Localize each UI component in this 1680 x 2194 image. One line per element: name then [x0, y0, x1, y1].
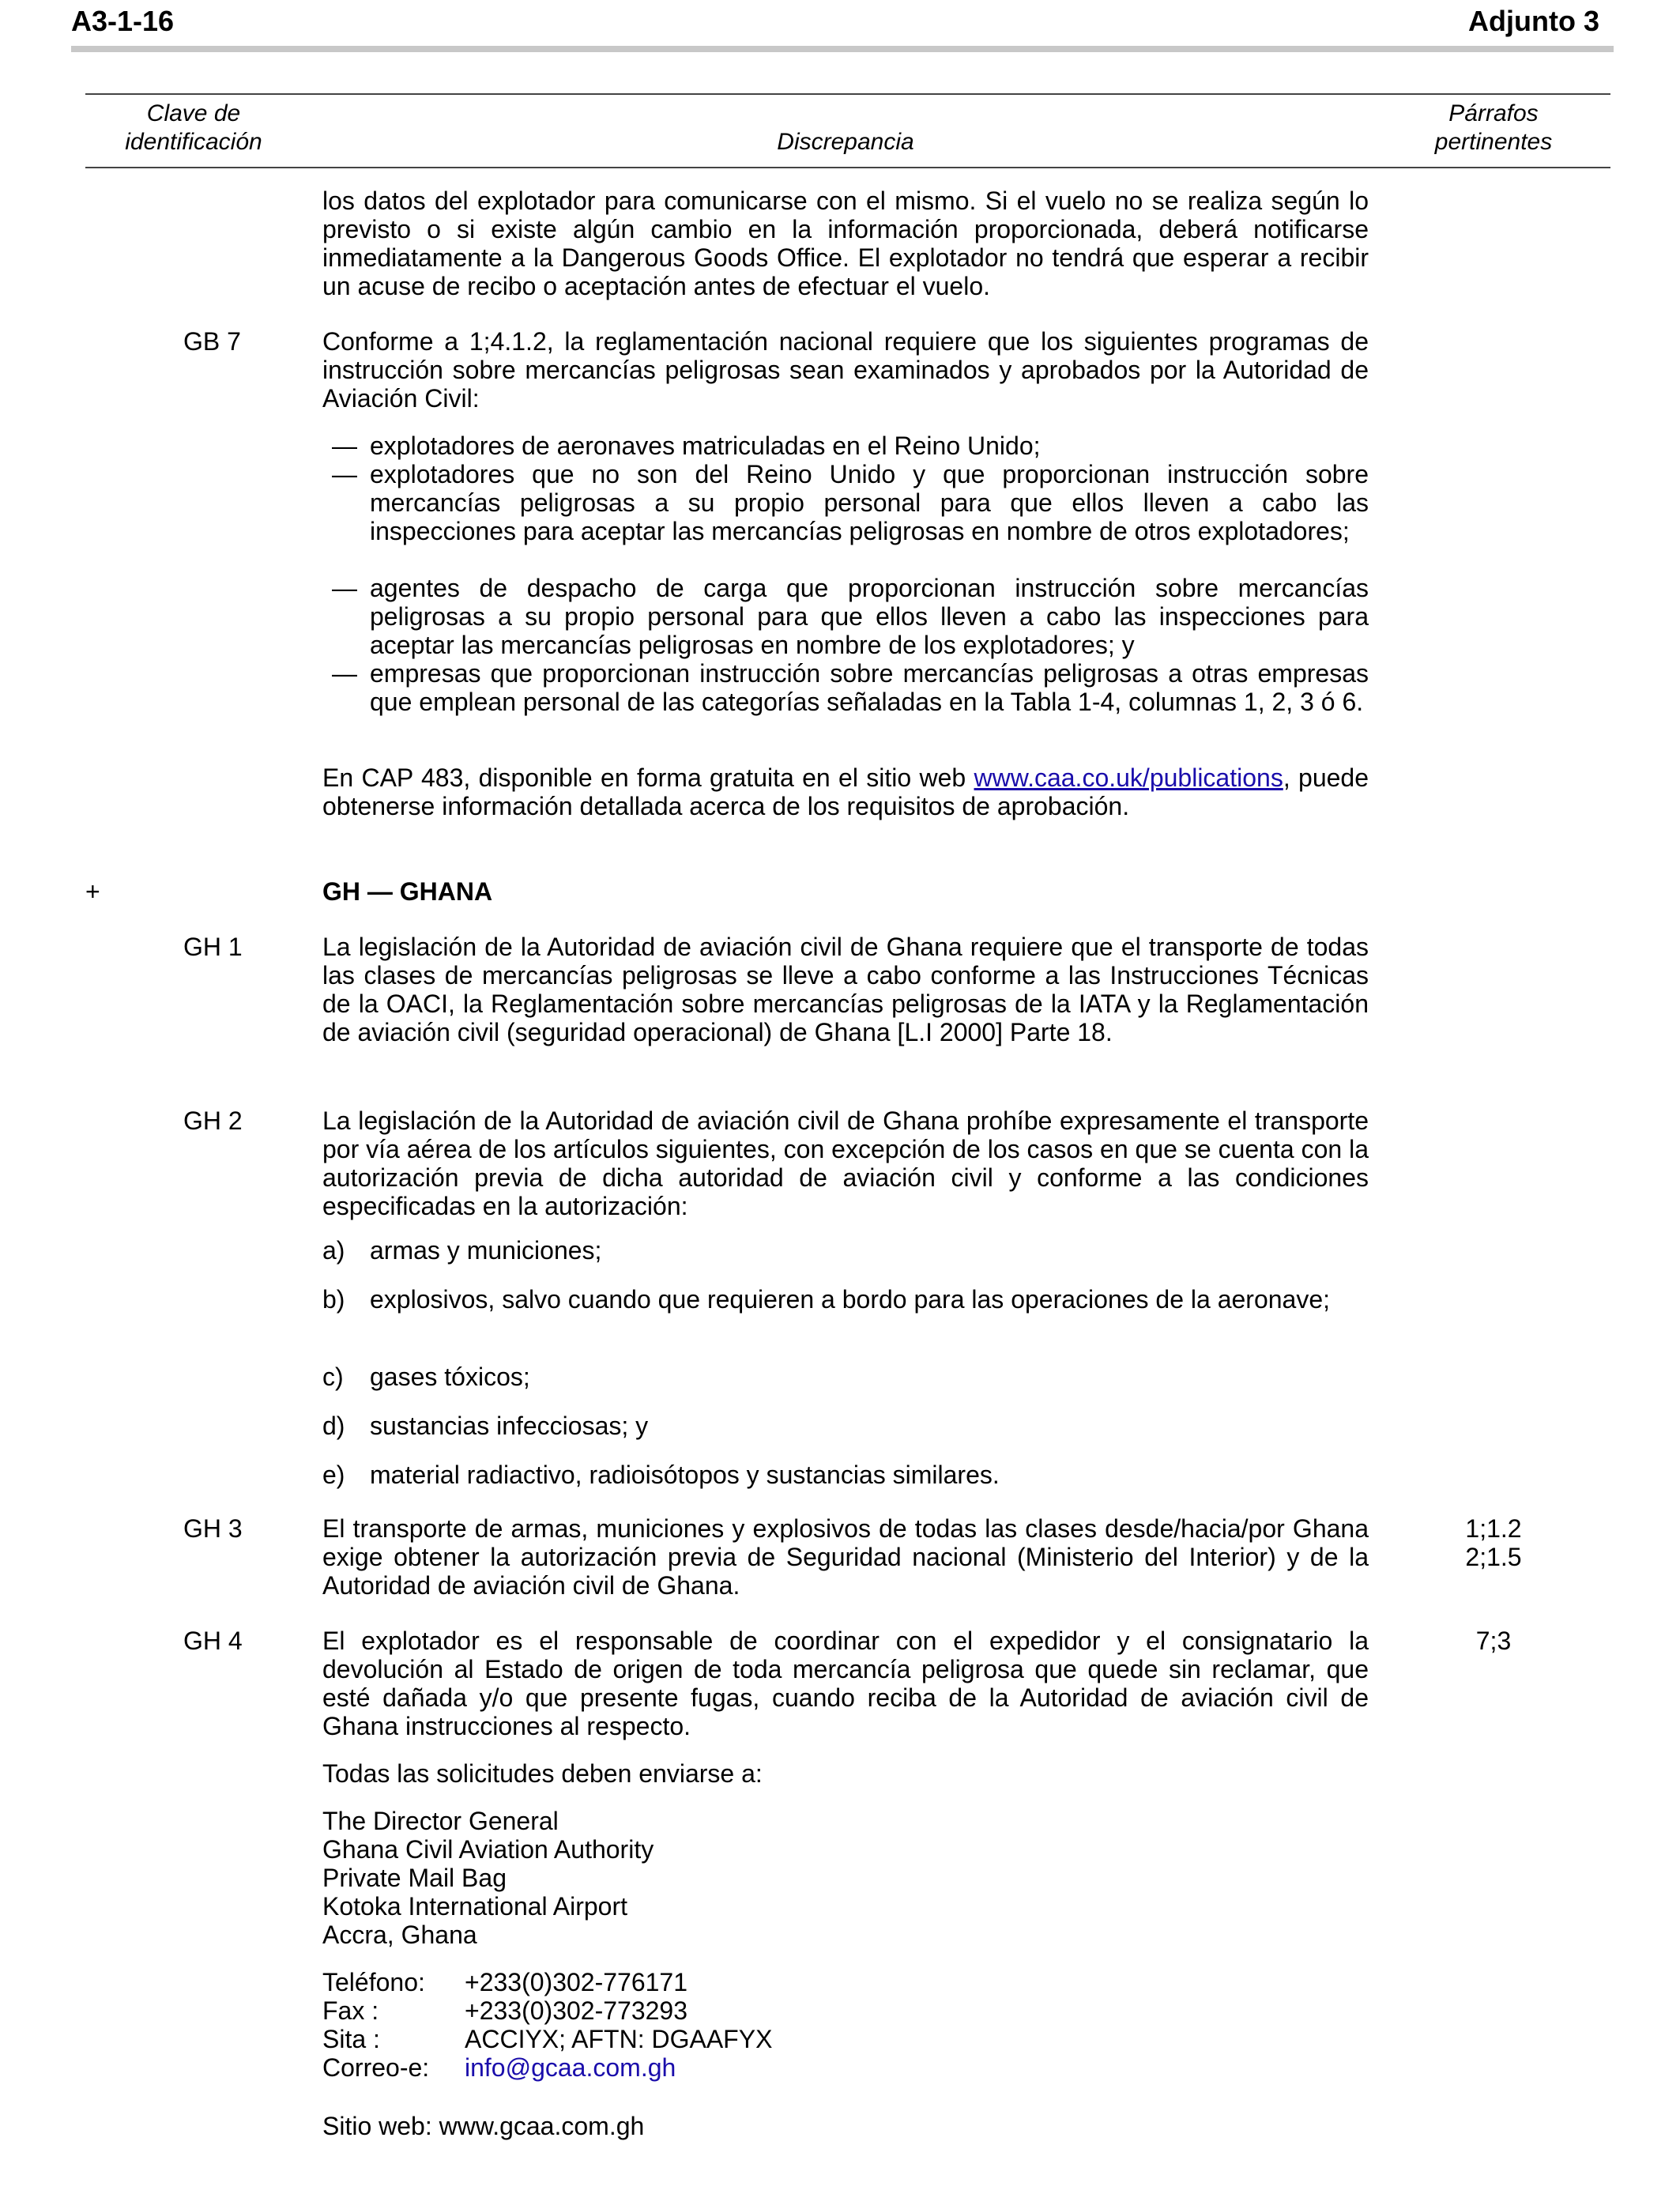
- change-mark: +: [85, 877, 100, 906]
- list-item-text: material radiactivo, radioisótopos y sustancias similares.: [370, 1461, 1000, 1489]
- section-heading-ghana: GH — GHANA: [322, 877, 493, 906]
- dash-item-text: explotadores de aeronaves matriculadas en el Reino Unido;: [370, 432, 1041, 460]
- dash-bullet: —: [332, 574, 357, 602]
- dash-bullet: —: [332, 460, 357, 488]
- gb7-key: GB 7: [183, 327, 241, 356]
- website-text: Sitio web: www.gcaa.com.gh: [322, 2112, 645, 2140]
- continuation-text: los datos del explotador para comunicarse con el mismo. Si el vuelo no se realiza según lo previsto o si existe algún cambio en la información proporcionada, deberá notificarse inmediatamente a la Dangerous Goods Office. El explotador no tendrá que esperar a recibir un acuse de recibo o aceptación antes de efectuar el vuelo.: [322, 187, 1369, 300]
- list-item-text: sustancias infecciosas; y: [370, 1412, 649, 1440]
- dash-item-text: empresas que proporcionan instrucción sobre mercancías peligrosas a otras empresas que emplean personal de las categorías señaladas en la Tabla 1-4, columnas 1, 2, 3 ó 6.: [370, 659, 1369, 716]
- cap-text-after: , puede obtenerse información detallada acerca de los requisitos de aprobación.: [322, 763, 1369, 820]
- address-line: The Director General: [322, 1807, 559, 1835]
- gh4-key: GH 4: [183, 1627, 243, 1655]
- address-line: Private Mail Bag: [322, 1864, 507, 1892]
- gh4-text: El explotador es el responsable de coordinar con el expedidor y el consignatario la devolución al Estado de origen de toda mercancía peligrosa que quede sin reclamar, que esté dañada y/o que presente fugas, cuando reciba de la Autoridad de aviación civil de Ghana instrucciones al respecto.: [322, 1627, 1369, 1740]
- contact-label: Fax :: [322, 1996, 379, 2025]
- contact-value: +233(0)302-776171: [465, 1968, 688, 1996]
- gh2-list-item: [322, 1285, 1369, 1314]
- gh2-list-item: [322, 1236, 1369, 1265]
- gb7-dash-item: [332, 460, 1369, 545]
- column-discrepancy-header: Discrepancia: [777, 129, 914, 155]
- contact-value: ACCIYX; AFTN: DGAAFYX: [465, 2025, 773, 2053]
- gh2-list-item: [322, 1412, 1369, 1440]
- address-block: [322, 1807, 654, 1949]
- contact-value: +233(0)302-773293: [465, 1996, 688, 2025]
- send-to-text: Todas las solicitudes deben enviarse a:: [322, 1759, 763, 1788]
- gh2-key: GH 2: [183, 1106, 243, 1135]
- contact-sita: [322, 2025, 772, 2053]
- gh3-reference: 1;1.2: [1465, 1514, 1522, 1543]
- gh1-key: GH 1: [183, 933, 243, 961]
- list-item-text: armas y municiones;: [370, 1236, 602, 1265]
- gh1-text: La legislación de la Autoridad de aviación civil de Ghana requiere que el transporte de todas las clases de mercancías peligrosas se lleve a cabo conforme a las Instrucciones Técnicas de la OACI, la Reglamentación sobre mercancías peligrosas de la IATA y la Reglamentación de aviación civil (seguridad operacional) de Ghana [L.I 2000] Parte 18.: [322, 933, 1369, 1046]
- email-link[interactable]: info@gcaa.com.gh: [465, 2053, 676, 2082]
- gh3-reference: 2;1.5: [1465, 1543, 1522, 1571]
- gh2-list-item: [322, 1363, 1369, 1391]
- contact-fax: [322, 1996, 687, 2025]
- table-top-rule: [85, 93, 1610, 95]
- contact-label: Teléfono:: [322, 1968, 425, 1996]
- address-line: Accra, Ghana: [322, 1921, 477, 1949]
- list-item-label: a): [322, 1236, 345, 1265]
- list-item-label: c): [322, 1363, 344, 1391]
- dash-item-text: agentes de despacho de carga que proporcionan instrucción sobre mercancías peligrosas a su propio personal para que ellos lleven a cabo las inspecciones para aceptar las mercancías peligrosas en nombre de los explotadores; y: [370, 574, 1369, 659]
- column-key-header: Clave de identificación: [125, 100, 262, 155]
- column-references-header: Párrafos pertinentes: [1434, 100, 1553, 155]
- dash-bullet: —: [332, 432, 357, 460]
- address-line: Ghana Civil Aviation Authority: [322, 1835, 654, 1864]
- dash-item-text: explotadores que no son del Reino Unido y que proporcionan instrucción sobre mercancías peligrosas a su propio personal para que ellos lleven a cabo las inspecciones para aceptar las mercancías peligrosas en nombre de otros explotadores;: [370, 460, 1369, 545]
- table-header-rule: [85, 167, 1610, 168]
- contact-label: Correo-e:: [322, 2053, 430, 2082]
- header-rule: [71, 46, 1614, 52]
- list-item-text: gases tóxicos;: [370, 1363, 530, 1391]
- contact-email: [322, 2053, 676, 2082]
- gb7-cap-note: [322, 763, 1369, 820]
- gb7-dash-item: [332, 574, 1369, 659]
- list-item-label: d): [322, 1412, 345, 1440]
- caa-publications-link[interactable]: www.caa.co.uk/publications: [974, 763, 1283, 792]
- attachment-label: Adjunto 3: [1468, 5, 1599, 37]
- gh3-text: El transporte de armas, municiones y explosivos de todas las clases desde/hacia/por Ghana exige obtener la autorización previa de Seguridad nacional (Ministerio del Interior) y de la Autoridad de aviación civil de Ghana.: [322, 1514, 1369, 1600]
- page-id: A3-1-16: [71, 5, 175, 37]
- gb7-dash-item: [332, 659, 1369, 716]
- cap-text-before: En CAP 483, disponible en forma gratuita en el sitio web: [322, 763, 974, 792]
- gh2-list-item: [322, 1461, 1369, 1489]
- contact-phone: [322, 1968, 687, 1996]
- gb7-dash-item: [332, 432, 1369, 460]
- address-line: Kotoka International Airport: [322, 1892, 628, 1921]
- gb7-intro: Conforme a 1;4.1.2, la reglamentación nacional requiere que los siguientes programas de instrucción sobre mercancías peligrosas sean examinados y aprobados por la Autoridad de Aviación Civil:: [322, 327, 1369, 413]
- dash-bullet: —: [332, 659, 357, 688]
- contact-label: Sita :: [322, 2025, 380, 2053]
- gh4-reference: 7;3: [1475, 1627, 1512, 1655]
- list-item-label: b): [322, 1285, 345, 1314]
- list-item-text: explosivos, salvo cuando que requieren a bordo para las operaciones de la aeronave;: [370, 1285, 1331, 1314]
- list-item-label: e): [322, 1461, 345, 1489]
- gh3-key: GH 3: [183, 1514, 243, 1543]
- gh2-text: La legislación de la Autoridad de aviación civil de Ghana prohíbe expresamente el transporte por vía aérea de los artículos siguientes, con excepción de los casos en que se cuenta con la autorización previa de dicha autoridad de aviación civil y conforme a las condiciones especificadas en la autorización:: [322, 1106, 1369, 1220]
